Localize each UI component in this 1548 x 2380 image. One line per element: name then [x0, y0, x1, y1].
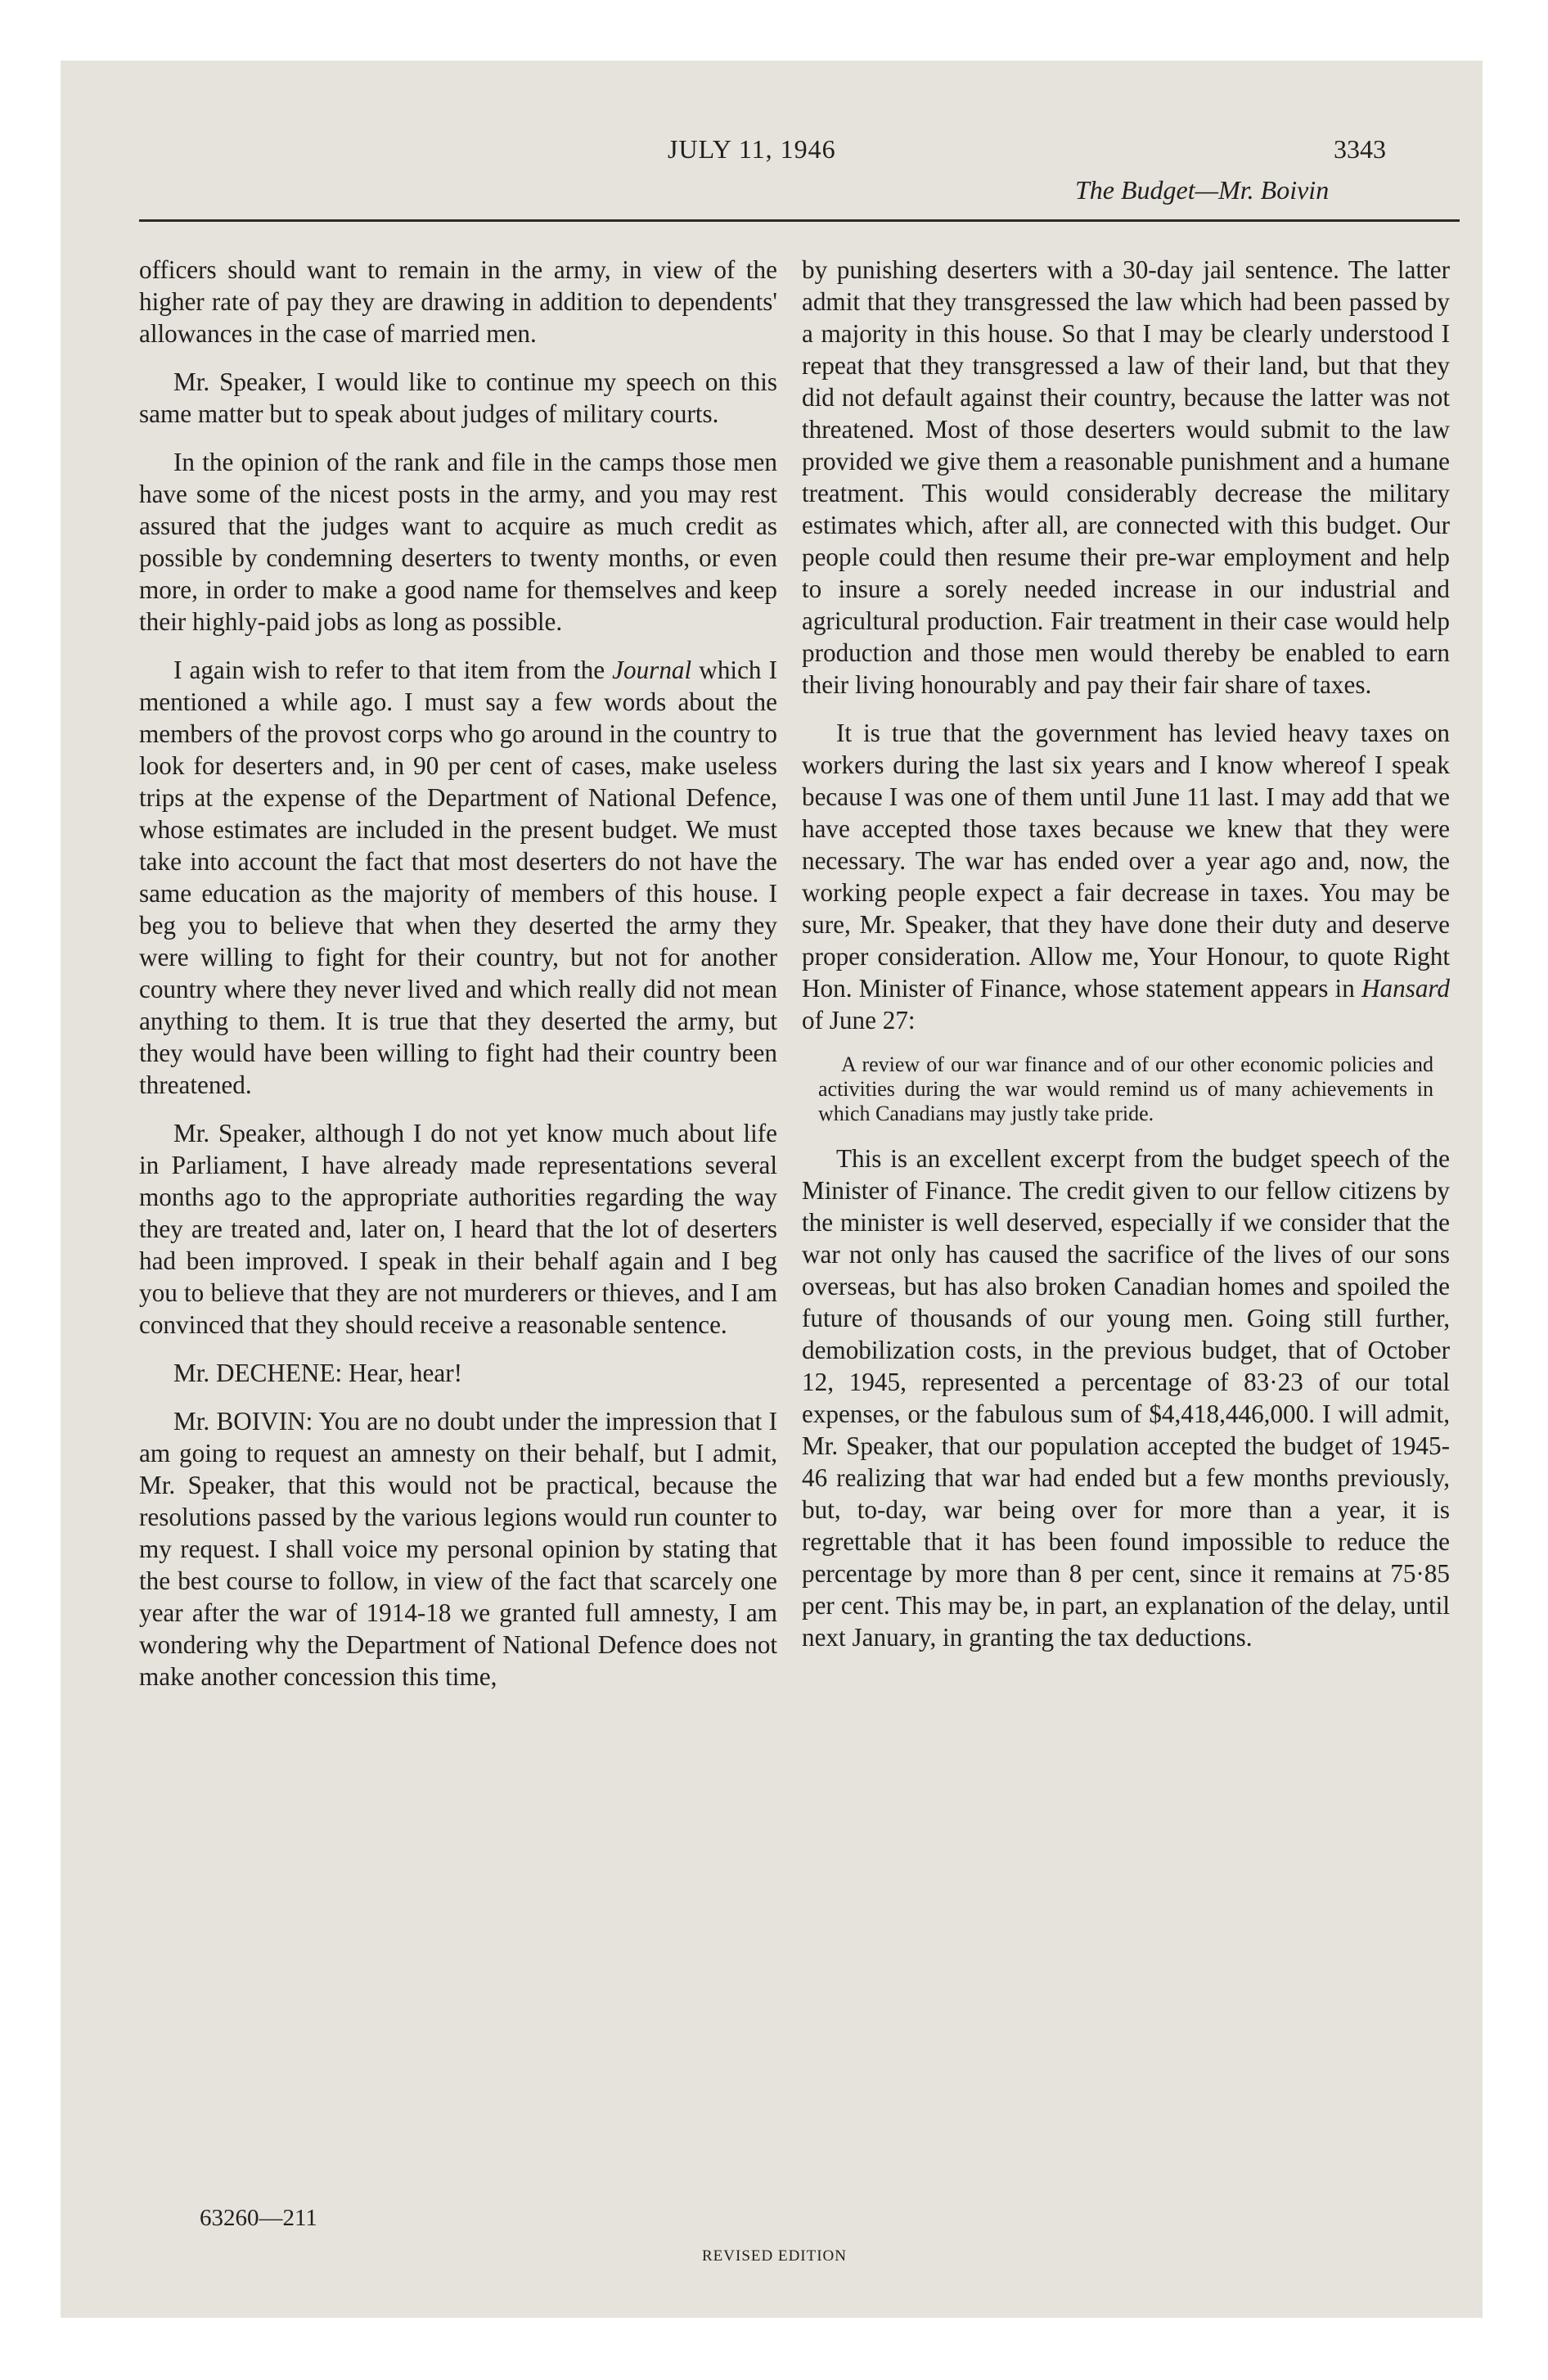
- interjection: Mr. DECHENE: Hear, hear!: [173, 1359, 462, 1387]
- print-code: 63260—211: [200, 2205, 317, 2231]
- journal-reference: Journal: [612, 656, 692, 684]
- paragraph-text: I again wish to refer to that item from the: [173, 656, 613, 684]
- hansard-reference: Hansard: [1361, 974, 1450, 1003]
- header-date: JULY 11, 1946: [668, 134, 836, 164]
- paragraph: Mr. BOIVIN: You are no doubt under the impression that I am going to request an amnesty on their behalf, but I admit, Mr. Speaker, that this would not be practical, because the resolutions passed by the various legions would run counter to my request. I shall voice my personal opinion by stating that the best course to follow, in view of the fact that scarcely one year after the war of 1914-18 we granted full amnesty, I am wondering why the Department of National Defence does not make another concession this time,: [139, 1407, 777, 1691]
- paragraph: by punishing deserters with a 30-day jail sentence. The latter admit that they transgressed the law which had been passed by a majority in this house. So that I may be clearly understood I repeat that they transgressed a law of their land, but that they did not default against their country, because the latter was not threatened. Most of those deserters would submit to the law provided we give them a reasonable punishment and a humane treatment. This would considerably decrease the military estimates which, after all, are connected with this budget. Our people could then resume their pre-war employment and help to insure a sorely needed increase in our industrial and agricultural production. Fair treatment in their case would help production and those men would thereby be enabled to earn their living honourably and pay their fair share of taxes.: [802, 255, 1450, 699]
- block-quote: A review of our war finance and of our other economic policies and activities during the war would remind us of many achievements in which Canadians may justly take pride.: [818, 1053, 1433, 1125]
- paragraph: officers should want to remain in the army, in view of the higher rate of pay they are drawing in addition to dependents' allowances in the case of married men.: [139, 255, 777, 348]
- edition-label: REVISED EDITION: [702, 2247, 848, 2265]
- page-number: 3343: [1334, 134, 1386, 164]
- paragraph-text: It is true that the government has levied heavy taxes on workers during the last six years and I know whereof I speak because I was one of them until June 11 last. I may add that we have accepted those taxes because we knew that they were necessary. The war has ended over a year ago and, now, the working people expect a fair decrease in taxes. You may be sure, Mr. Speaker, that they have done their duty and deserve proper consideration. Allow me, Your Honour, to quote Right Hon. Minister of Finance, whose statement appears in: [802, 719, 1450, 1003]
- paragraph: [139, 654, 777, 1101]
- paragraph: [802, 717, 1450, 1036]
- paragraph: Mr. Speaker, I would like to continue my speech on this same matter but to speak about judges of military courts.: [139, 367, 777, 428]
- hansard-page: [61, 61, 1483, 2318]
- paragraph: Mr. Speaker, although I do not yet know much about life in Parliament, I have already made representations several months ago to the appropriate authorities regarding the way they are treated and, later on, I heard that the lot of deserters had been improved. I speak in their behalf again and I beg you to believe that they are not murderers or thieves, and I am convinced that they should receive a reasonable sentence.: [139, 1119, 777, 1339]
- paragraph: In the opinion of the rank and file in the camps those men have some of the nicest posts in the army, and you may rest assured that the judges want to acquire as much credit as possible by condemning deserters to twenty months, or even more, in order to make a good name for themselves and keep their highly-paid jobs as long as possible.: [139, 448, 777, 636]
- paragraph-text: of June 27:: [802, 1006, 916, 1034]
- paragraph: This is an excellent excerpt from the budget speech of the Minister of Finance. The credit given to our fellow citizens by the minister is well deserved, especially if we consider that the war not only has caused the sacrifice of the lives of our sons overseas, but has also broken Canadian homes and spoiled the future of thousands of our young men. Going still further, demobilization costs, in the previous budget, that of October 12, 1945, represented a percentage of 83·23 of our total expenses, or the fabulous sum of $4,418,446,000. I will admit, Mr. Speaker, that our population accepted the budget of 1945-46 realizing that war had ended but a few months previously, but, to-day, war being over for more than a year, it is regrettable that it has been found impossible to reduce the percentage by more than 8 per cent, since it remains at 75·85 per cent. This may be, in part, an explanation of the delay, until next January, in granting the tax deductions.: [802, 1144, 1450, 1652]
- paragraph-text: which I mentioned a while ago. I must say a few words about the members of the provost corps who go around in the country to look for deserters and, in 90 per cent of cases, make useless trips at the expense of the Department of National Defence, whose estimates are included in the present budget. We must take into account the fact that most deserters do not have the same education as the majority of members of this house. I beg you to believe that when they deserted the army they were willing to fight for their country, but not for another country where they never lived and which really did not mean anything to them. It is true that they deserted the army, but they would have been willing to fight had their country been threatened.: [139, 656, 777, 1099]
- header-rule: [139, 219, 1460, 222]
- header-topic: The Budget—Mr. Boivin: [1075, 175, 1330, 205]
- right-column: [802, 254, 1450, 1670]
- left-column: [139, 254, 777, 1709]
